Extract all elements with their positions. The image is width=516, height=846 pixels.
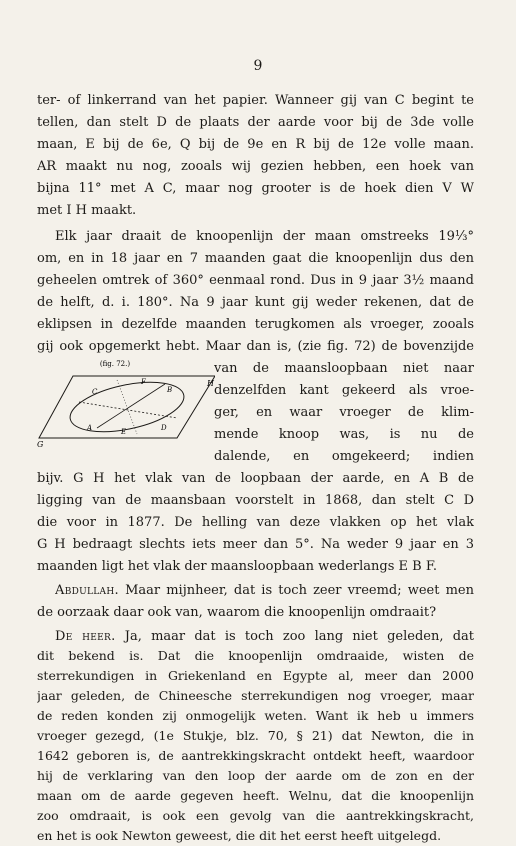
figure-72 xyxy=(37,358,215,448)
text-line: mende knoop was, is nu de xyxy=(214,427,474,442)
label-d: D xyxy=(161,424,167,432)
text-line: van de maansloopbaan niet naar xyxy=(214,361,474,376)
orbit-ellipse xyxy=(66,373,189,440)
text-line: AR maakt nu nog, zooals wij gezien hebben, een hoek van xyxy=(37,159,474,174)
label-a: A xyxy=(87,424,93,432)
speaker-de-heer: De heer. xyxy=(55,629,116,644)
text-line: dalende, en omgekeerd; indien xyxy=(214,449,474,464)
figure-72-diagram xyxy=(37,358,215,448)
text-line: die voor in 1877. De helling van deze vlakken op het vlak xyxy=(37,515,474,530)
text-line: dit bekend is. Dat die knoopenlijn omdraaide, wisten de xyxy=(37,648,474,663)
text-line: maan, E bij de 6e, Q bij de 9e en R bij de 12e volle maan. xyxy=(37,137,474,152)
text-line: hij de verklaring van den loop der aarde om de zon en der xyxy=(37,768,474,783)
dialogue-text: Ja, maar dat is toch zoo lang niet geleden, dat xyxy=(124,629,474,644)
dialogue-line xyxy=(55,626,474,648)
text-line: denzelfden kant gekeerd als vroe- xyxy=(214,383,474,398)
label-b: B xyxy=(167,386,173,394)
text-line: en het is ook Newton geweest, die dit het eerst heeft uitgelegd. xyxy=(37,828,442,843)
label-e: E xyxy=(121,428,127,436)
text-line: ger, en waar vroeger de klim- xyxy=(214,405,474,420)
text-line: geheelen omtrek of 360° eenmaal rond. Dus in 9 jaar 3½ maand xyxy=(37,273,474,288)
text-line: G H bedraagt slechts iets meer dan 5°. Na weder 9 jaar en 3 xyxy=(37,537,474,552)
text-line: maanden ligt het vlak der maansloopbaan wederlangs E B F. xyxy=(37,559,437,574)
text-line: ter- of linkerrand van het papier. Wanneer gij van C begint te xyxy=(37,93,474,108)
text-line: de helft, d. i. 180°. Na 9 jaar kunt gij weder rekenen, dat de xyxy=(37,295,474,310)
text-line: tellen, dan stelt D de plaats der aarde voor bij de 3de volle xyxy=(37,115,474,130)
dialogue-text: Maar mijnheer, dat is toch zeer vreemd; weet men xyxy=(125,583,474,598)
label-f: F xyxy=(141,378,146,386)
text-line: jaar geleden, de Chineesche sterrekundigen nog vroeger, maar xyxy=(37,688,474,703)
node-line-ef xyxy=(117,380,137,434)
page-number: 9 xyxy=(253,58,263,74)
plane-gh xyxy=(39,376,215,438)
text-line: om, en in 18 jaar en 7 maanden gaat die knoopenlijn dus den xyxy=(37,251,474,266)
label-h: H xyxy=(207,379,214,388)
speaker-abdullah: Abdullah. xyxy=(55,583,119,598)
text-line: zoo omdraait, is ook een gevolg van die aantrekkingskracht, xyxy=(37,808,474,823)
text-line: gij ook opgemerkt hebt. Maar dan is, (zie fig. 72) de bovenzijde xyxy=(37,339,474,354)
text-line: de reden konden zij onmogelijk weten. Want ik heb u immers xyxy=(37,708,474,723)
text-line: de oorzaak daar ook van, waarom die knoopenlijn omdraait? xyxy=(37,605,437,620)
text-line: vroeger gezegd, (1e Stukje, blz. 70, § 21) dat Newton, die in xyxy=(37,728,474,743)
text-line: Elk jaar draait de knoopenlijn der maan omstreeks 19⅓° xyxy=(55,229,474,244)
text-line: eklipsen in dezelfde maanden terugkomen als vroeger, zooals xyxy=(37,317,474,332)
text-line: ligging van de maansbaan voorstelt in 1868, dan stelt C D xyxy=(37,493,474,508)
text-line: bijna 11° met A C, maar nog grooter is de hoek dien V W xyxy=(37,181,474,196)
figure-caption: (fig. 72.) xyxy=(99,360,131,368)
label-g: G xyxy=(37,440,44,448)
node-line-cd xyxy=(79,402,177,418)
text-line: maan om de aarde gegeven heeft. Welnu, dat die knoopenlijn xyxy=(37,788,474,803)
text-line: bijv. G H het vlak van de loopbaan der aarde, en A B de xyxy=(37,471,474,486)
text-line: 1642 geboren is, de aantrekkingskracht ontdekt heeft, waardoor xyxy=(37,748,474,763)
dialogue-line xyxy=(55,580,474,602)
text-line: met I H maakt. xyxy=(37,203,137,218)
text-line: sterrekundigen in Griekenland en Egypte al, meer dan 2000 xyxy=(37,668,474,683)
label-c: C xyxy=(92,388,98,396)
